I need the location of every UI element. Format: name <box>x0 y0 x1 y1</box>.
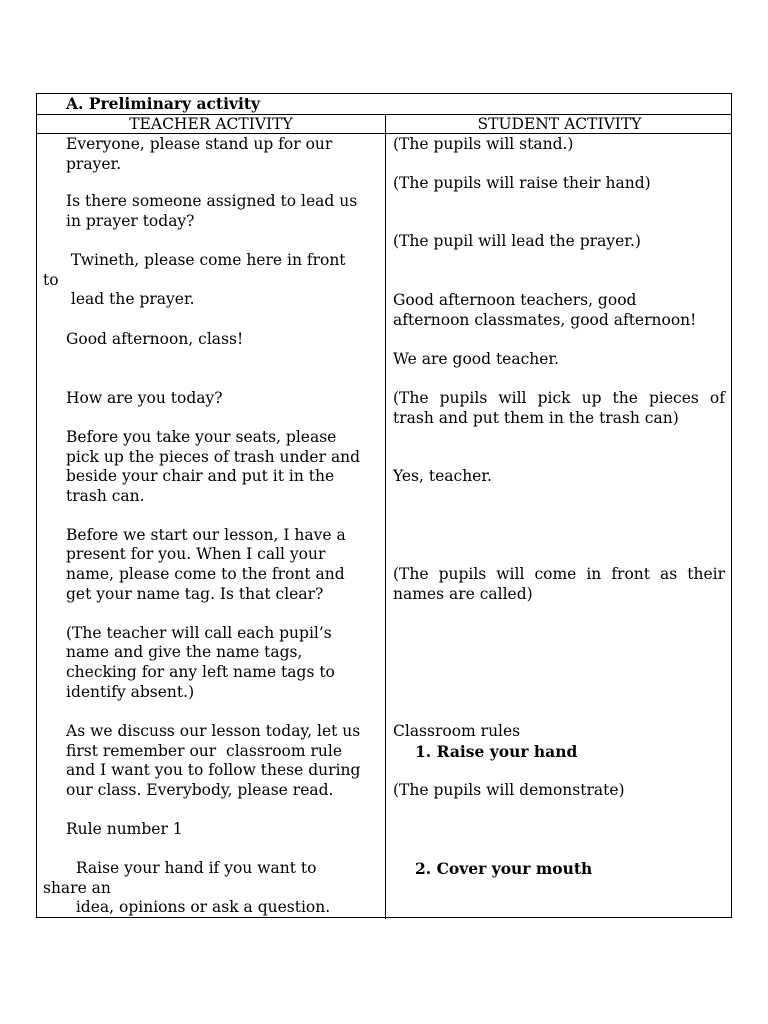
teacher-line: present for you. When I call your <box>66 545 326 563</box>
student-line: (The pupils will pick up the pieces of <box>393 389 725 407</box>
teacher-line: beside your chair and put it in the <box>66 467 335 485</box>
teacher-line: Good afternoon, class! <box>66 330 244 348</box>
student-line: Yes, teacher. <box>393 467 492 485</box>
teacher-line: lead the prayer. <box>66 290 195 308</box>
student-line: (The pupil will lead the prayer.) <box>393 232 641 250</box>
section-title: A. Preliminary activity <box>66 94 261 113</box>
header-row <box>37 114 731 134</box>
teacher-line: Is there someone assigned to lead us <box>66 192 358 210</box>
student-line: Classroom rules <box>393 722 521 740</box>
student-line: (The pupils will demonstrate) <box>393 781 625 799</box>
teacher-line: identify absent.) <box>66 683 195 701</box>
column-divider <box>385 114 386 919</box>
rule-one: 1. Raise your hand <box>415 742 578 761</box>
teacher-line: idea, opinions or ask a question. <box>66 898 331 916</box>
student-line: (The pupils will stand.) <box>393 135 574 153</box>
rule-two: 2. Cover your mouth <box>415 859 593 878</box>
teacher-line: Rule number 1 <box>66 820 183 838</box>
student-line: We are good teacher. <box>393 350 560 368</box>
teacher-line: get your name tag. Is that clear? <box>66 585 324 603</box>
teacher-line: Everyone, please stand up for our <box>66 135 333 153</box>
student-line: Good afternoon teachers, good <box>393 291 637 309</box>
student-line: (The pupils will raise their hand) <box>393 174 651 192</box>
teacher-line: and I want you to follow these during <box>66 761 361 779</box>
teacher-line: Raise your hand if you want to <box>66 859 317 877</box>
teacher-line: (The teacher will call each pupil’s <box>66 624 332 642</box>
teacher-line: to <box>43 271 59 289</box>
teacher-line: our class. Everybody, please read. <box>66 781 334 799</box>
teacher-line: in prayer today? <box>66 212 195 230</box>
teacher-line: Twineth, please come here in front <box>66 251 346 269</box>
student-line: names are called) <box>393 585 533 603</box>
activity-table <box>36 93 732 918</box>
student-line: (The pupils will come in front as their <box>393 565 725 583</box>
student-line: trash and put them in the trash can) <box>393 409 679 427</box>
teacher-activity-header: TEACHER ACTIVITY <box>129 115 293 133</box>
teacher-line: share an <box>43 879 111 897</box>
teacher-line: Before we start our lesson, I have a <box>66 526 346 544</box>
teacher-line: pick up the pieces of trash under and <box>66 448 361 466</box>
teacher-line: first remember our classroom rule <box>66 742 343 760</box>
teacher-line: checking for any left name tags to <box>66 663 335 681</box>
teacher-line: As we discuss our lesson today, let us <box>66 722 361 740</box>
teacher-line: How are you today? <box>66 389 223 407</box>
teacher-line: trash can. <box>66 487 145 505</box>
student-activity-header: STUDENT ACTIVITY <box>477 115 642 133</box>
teacher-line: name, please come to the front and <box>66 565 345 583</box>
teacher-line: Before you take your seats, please <box>66 428 337 446</box>
student-line: afternoon classmates, good afternoon! <box>393 311 697 329</box>
teacher-line: prayer. <box>66 155 122 173</box>
title-row <box>37 94 731 115</box>
teacher-line: name and give the name tags, <box>66 643 303 661</box>
